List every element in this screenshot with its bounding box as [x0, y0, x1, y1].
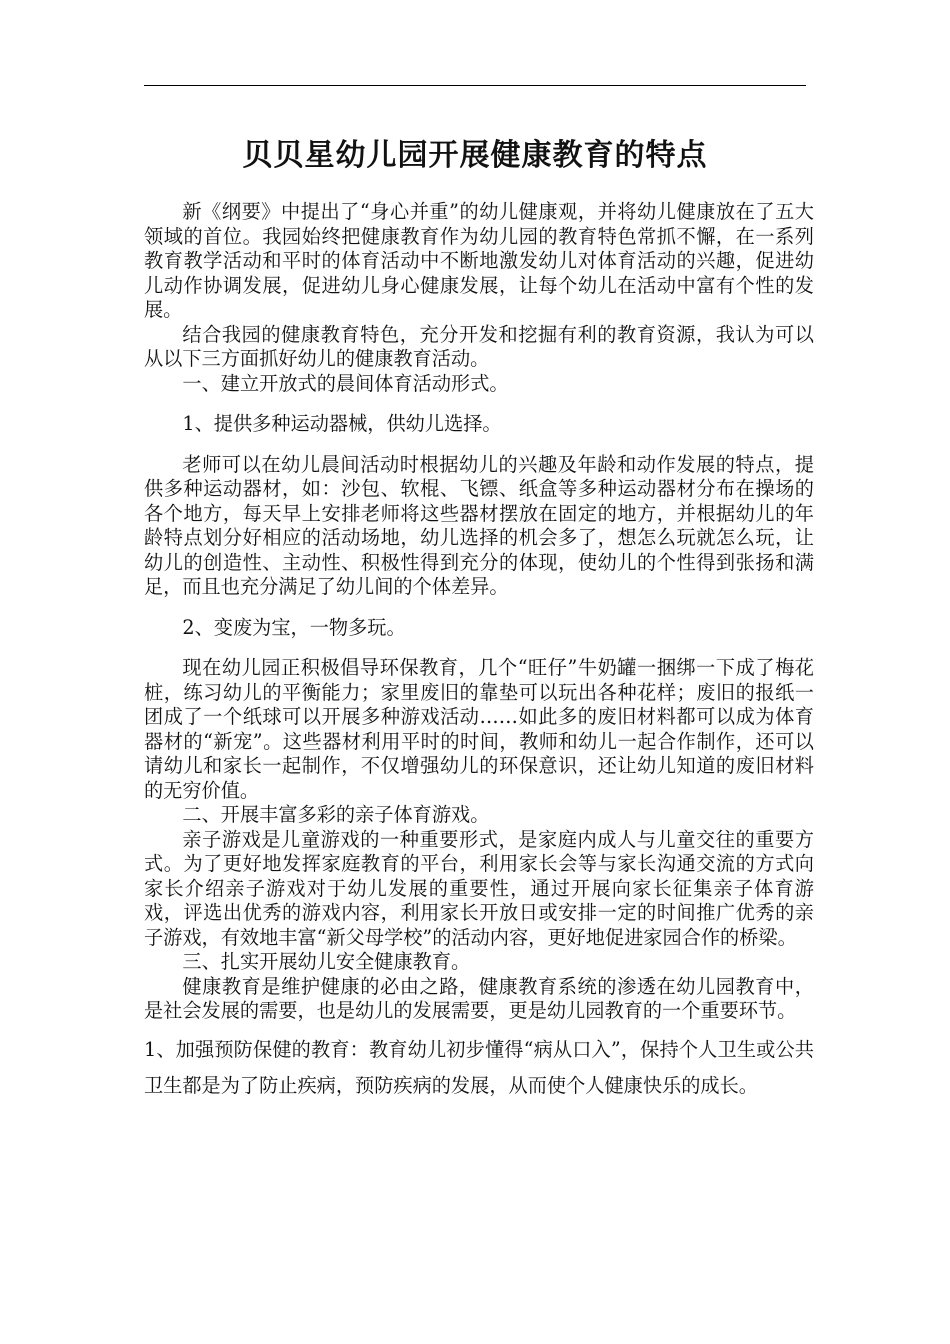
paragraph-recycling: 现在幼儿园正积极倡导环保教育，几个“旺仔”牛奶罐一捆绑一下成了梅花桩，练习幼儿的平衡能力；家里废旧的靠垫可以玩出各种花样；废旧的报纸一团成了一个纸球可以开展多种游戏活动……如此多的废旧材料都可以成为体育器材的“新宠”。这些器材利用平时的时间，教师和幼儿一起合作制作，还可以请幼儿和家长一起制作，不仅增强幼儿的环保意识，还让幼儿知道的废旧材料的无穷价值。 — [144, 656, 814, 802]
paragraph-parent-child-games: 亲子游戏是儿童游戏的一种重要形式，是家庭内成人与儿童交往的重要方式。为了更好地发挥家庭教育的平台，利用家长会等与家长沟通交流的方式向家长介绍亲子游戏对于幼儿发展的重要性，通过开展向家长征集亲子体育游戏，评选出优秀的游戏内容，利用家长开放日或安排一定的时间推广优秀的亲子游戏，有效地丰富“新父母学校”的活动内容，更好地促进家园合作的桥梁。 — [144, 827, 814, 949]
section-heading-1: 一、建立开放式的晨间体育活动形式。 — [182, 371, 509, 395]
subsection-heading-1-1: 1、提供多种运动器械，供幼儿选择。 — [182, 412, 502, 435]
section-heading-2: 二、开展丰富多彩的亲子体育游戏。 — [182, 803, 490, 826]
paragraph-prevention: 1、加强预防保健的教育：教育幼儿初步懂得“病从口入”，保持个人卫生或公共卫生都是为了防止疾病，预防疾病的发展，从而使个人健康快乐的成长。 — [144, 1037, 814, 1097]
paragraph-health-education: 健康教育是维护健康的必由之路，健康教育系统的渗透在幼儿园教育中，是社会发展的需要，也是幼儿的发展需要，更是幼儿园教育的一个重要环节。 — [144, 974, 814, 1022]
paragraph-equipment: 老师可以在幼儿晨间活动时根据幼儿的兴趣及年龄和动作发展的特点，提供多种运动器材，如：沙包、软棍、飞镖、纸盒等多种运动器材分布在操场的各个地方，每天早上安排老师将这些器材摆放在固定的地方，并根据幼儿的年龄特点划分好相应的活动场地，幼儿选择的机会多了，想怎么玩就怎么玩，让幼儿的创造性、主动性、积极性得到充分的体现，使幼儿的个性得到张扬和满足，而且也充分满足了幼儿间的个体差异。 — [144, 452, 814, 598]
section-heading-3: 三、扎实开展幼儿安全健康教育。 — [182, 950, 471, 973]
document-body — [144, 200, 814, 1104]
paragraph-approach: 结合我园的健康教育特色，充分开发和挖掘有利的教育资源，我认为可以从以下三方面抓好幼儿的健康教育活动。 — [144, 322, 814, 370]
header-rule — [144, 85, 806, 86]
paragraph-intro: 新《纲要》中提出了“身心并重”的幼儿健康观，并将幼儿健康放在了五大领域的首位。我园始终把健康教育作为幼儿园的教育特色常抓不懈，在一系列教育教学活动和平时的体育活动中不断地激发幼儿对体育活动的兴趣，促进幼儿动作协调发展，促进幼儿身心健康发展，让每个幼儿在活动中富有个性的发展。 — [144, 200, 814, 321]
document-title: 贝贝星幼儿园开展健康教育的特点 — [242, 138, 708, 173]
subsection-heading-1-2: 2、变废为宝，一物多玩。 — [182, 615, 406, 639]
